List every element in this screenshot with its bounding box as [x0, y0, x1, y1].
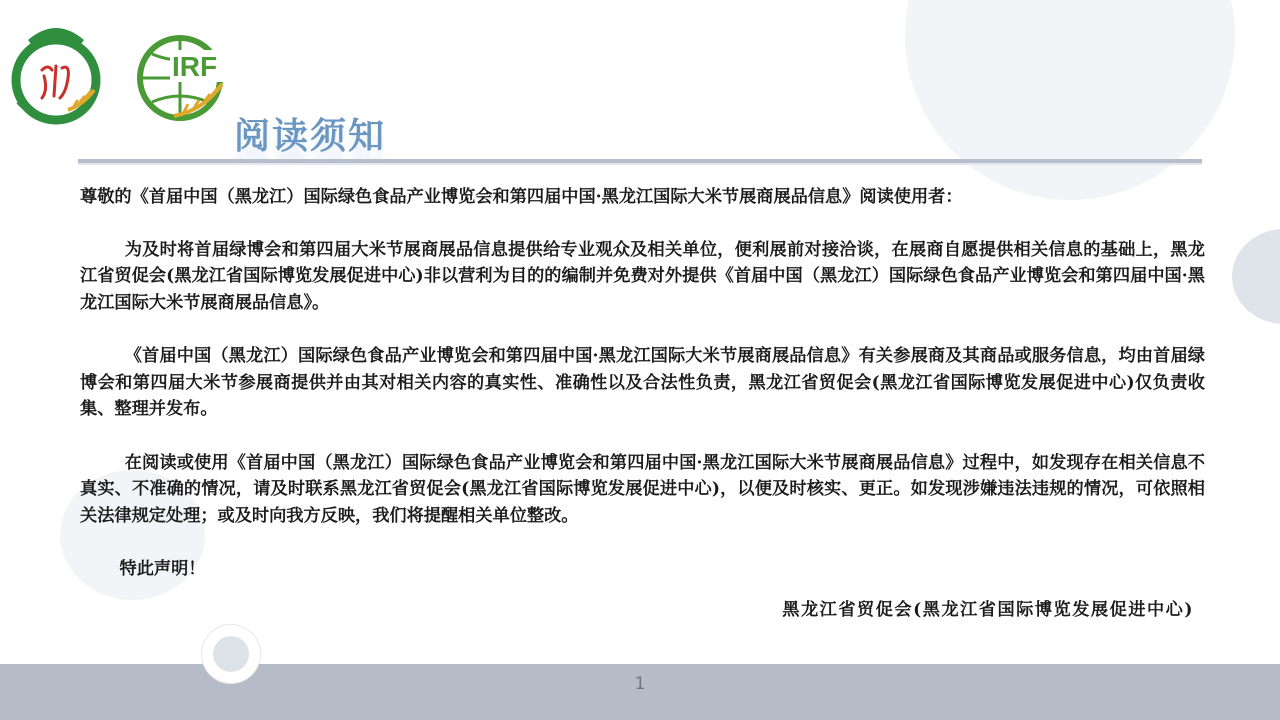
page-title: 阅读须知	[234, 116, 387, 157]
paragraph: 在阅读或使用《首届中国（黑龙江）国际绿色食品产业博览会和第四届中国·黑龙江国际大米节展商展品信息》过程中，如发现存在相关信息不真实、不准确的情况，请及时联系黑龙江省贸促会(黑龙江省国际博览发展促进中心)，以便及时核实、更正。如发现涉嫌违法违规的情况，可依照相关法律规定处理；或及时向我方反映，我们将提醒相关单位整改。	[80, 452, 1205, 526]
greeting: 尊敬的《首届中国（黑龙江）国际绿色食品产业博览会和第四届中国·黑龙江国际大米节展商展品信息》阅读使用者：	[80, 187, 963, 207]
signature: 黑龙江省贸促会(黑龙江省国际博览发展促进中心)	[782, 600, 1194, 620]
closing-statement: 特此声明！	[119, 559, 206, 579]
green-food-expo-logo-icon	[8, 18, 104, 126]
decorative-circle	[1232, 229, 1280, 324]
decorative-circle	[905, 0, 1235, 200]
irf-logo-icon	[134, 32, 230, 124]
svg-text:IRF: IRF	[172, 51, 218, 82]
decorative-circle	[213, 636, 249, 672]
notice-body	[80, 184, 1205, 583]
title-divider-shadow	[78, 163, 1202, 165]
page-number: 1	[634, 674, 646, 694]
paragraph: 《首届中国（黑龙江）国际绿色食品产业博览会和第四届中国·黑龙江国际大米节展商展品信息》有关参展商及其商品或服务信息，均由首届绿博会和第四届大米节参展商提供并由其对相关内容的真实性、准确性以及合法性负责，黑龙江省贸促会(黑龙江省国际博览发展促进中心)仅负责收集、整理并发布。	[80, 346, 1205, 419]
paragraph: 为及时将首届绿博会和第四届大米节展商展品信息提供给专业观众及相关单位，便利展前对接洽谈，在展商自愿提供相关信息的基础上，黑龙江省贸促会(黑龙江省国际博览发展促进中心)非以营利为目的的编制并免费对外提供《首届中国（黑龙江）国际绿色食品产业博览会和第四届中国·黑龙江国际大米节展商展品信息》。	[80, 239, 1205, 313]
